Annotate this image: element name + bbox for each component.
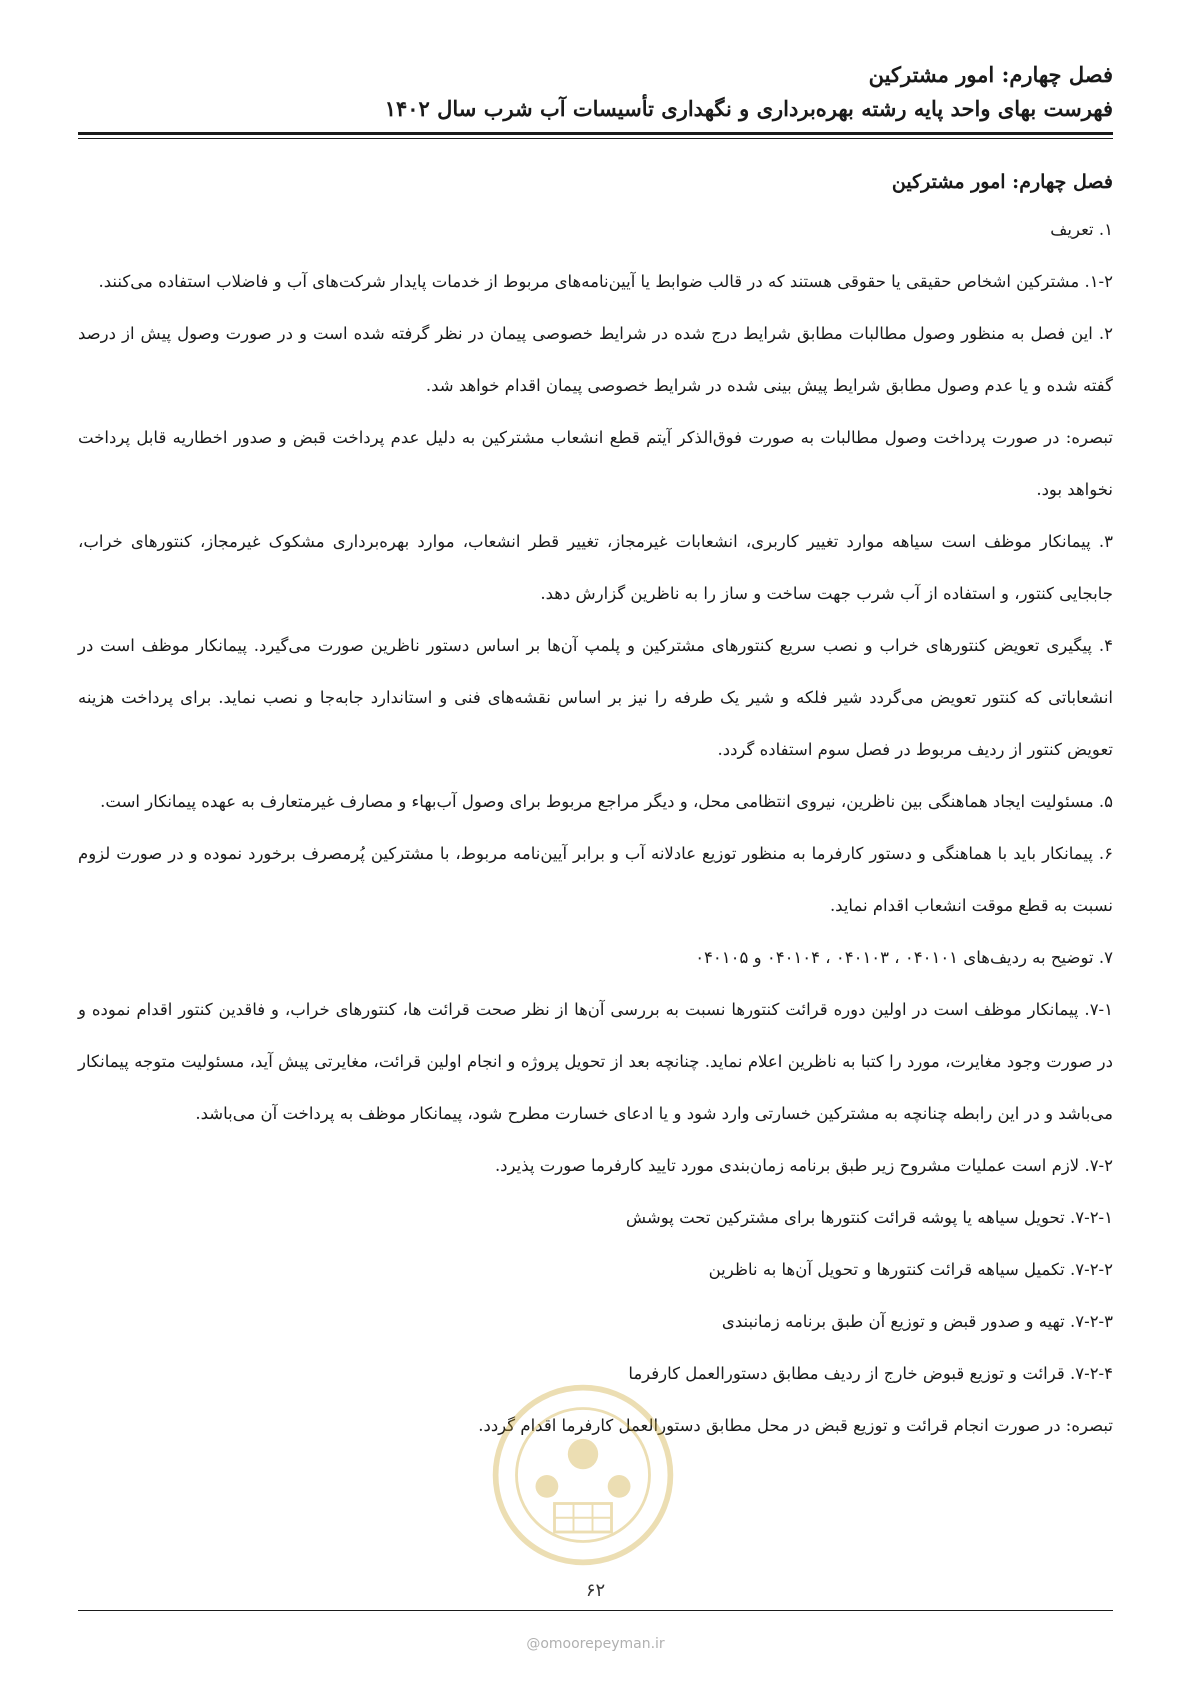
- paragraph-7-1: ۷-۱. پیمانکار موظف است در اولین دوره قرائت کنتورها نسبت به بررسی آن‌ها از نظر صحت قرائت ها، کنتورهای خراب، و فاقدین کنتور اقدام نموده و در صورت وجود مغایرت، مورد را کتبا به ناظرین اعلام نماید. چنانچه بعد از تحویل پروژه و انجام اولین قرائت، مغایرتی پیش آید، مسئولیت متوجه پیمانکار می‌باشد و در این رابطه چنانچه به مشترکین خسارتی وارد شود و یا ادعای خسارت مطرح شود، پیمانکار موظف به پرداخت آن می‌باشد.: [78, 1000, 1113, 1123]
- footer-website: @omoorepeyman.ir: [526, 1636, 665, 1652]
- paragraph-7-2-2: ۷-۲-۲. تکمیل سیاهه قرائت کنتورها و تحویل آن‌ها به ناظرین: [708, 1260, 1113, 1279]
- paragraph-7-2: ۷-۲. لازم است عملیات مشروح زیر طبق برنامه زمان‌بندی مورد تایید کارفرما صورت پذیرد.: [494, 1156, 1113, 1175]
- document-body: [78, 160, 1113, 1452]
- paragraph-3: ۳. پیمانکار موظف است سیاهه موارد تغییر کاربری، انشعابات غیرمجاز، تغییر قطر انشعاب، موارد بهره‌برداری مشکوک غیرمجاز، کنتورهای خراب، جابجایی کنتور، و استفاده از آب شرب جهت ساخت و ساز را به ناظرین گزارش دهد.: [78, 532, 1113, 603]
- paragraph-7-2-3: ۷-۲-۳. تهیه و صدور قبض و توزیع آن طبق برنامه زمانبندی: [721, 1312, 1113, 1331]
- paragraph-7-2-1: ۷-۲-۱. تحویل سیاهه یا پوشه قرائت کنتورها برای مشترکین تحت پوشش: [625, 1208, 1113, 1227]
- paragraph-7: ۷. توضیح به ردیف‌های ۰۴۰۱۰۱ ، ۰۴۰۱۰۳ ، ۰۴۰۱۰۴ و ۰۴۰۱۰۵: [695, 948, 1113, 967]
- paragraph-4: ۴. پیگیری تعویض کنتورهای خراب و نصب سریع کنتورهای مشترکین و پلمپ آن‌ها بر اساس دستور ناظرین صورت می‌گیرد. پیمانکار موظف است در انشعاباتی که کنتور تعویض می‌گردد شیر فلکه و شیر یک طرفه را نیز بر اساس نقشه‌های فنی و استاندارد جابه‌جا و نصب نماید. برای پرداخت هزینه تعویض کنتور از ردیف مربوط در فصل سوم استفاده گردد.: [78, 636, 1113, 759]
- seal-logo-icon: [488, 1380, 678, 1570]
- page-number: ۶۲: [585, 1580, 606, 1601]
- paragraph-1-2: ۱-۲. مشترکین اشخاص حقیقی یا حقوقی هستند که در قالب ضوابط یا آیین‌نامه‌های مربوط از خدمات پایدار شرکت‌های آب و فاضلاب استفاده می‌کنند.: [98, 272, 1113, 291]
- section-title: فصل چهارم: امور مشترکین: [891, 171, 1113, 193]
- header-chapter-title: فصل چهارم: امور مشترکین: [868, 62, 1113, 87]
- paragraph-5: ۵. مسئولیت ایجاد هماهنگی بین ناظرین، نیروی انتظامی محل، و دیگر مراجع مربوط برای وصول آب‌بهاء و مصارف غیرمتعارف به عهده پیمانکار است.: [100, 792, 1113, 811]
- paragraph-7-2-4: ۷-۲-۴. قرائت و توزیع قبوض خارج از ردیف مطابق دستورالعمل کارفرما: [628, 1364, 1113, 1383]
- paragraph-6: ۶. پیمانکار باید با هماهنگی و دستور کارفرما به منظور توزیع عادلانه آب و برابر آیین‌نامه مربوط، با مشترکین پُرمصرف برخورد نموده و در صورت لزوم نسبت به قطع موقت انشعاب اقدام نماید.: [78, 844, 1113, 915]
- page-header: [78, 58, 1113, 126]
- paragraph-2: ۲. این فصل به منظور وصول مطالبات مطابق شرایط درج شده در شرایط خصوصی پیمان در نظر گرفته شده است و در صورت وصول پیش از درصد گفته شده و یا عدم وصول مطابق شرایط پیش بینی شده در شرایط خصوصی پیمان اقدام خواهد شد.: [78, 324, 1113, 395]
- header-document-title: فهرست بهای واحد پایه رشته بهره‌برداری و نگهداری تأسیسات آب شرب سال ۱۴۰۲: [384, 96, 1113, 121]
- header-rule-thin: [78, 138, 1113, 139]
- header-rule-thick: [78, 132, 1113, 135]
- paragraph-definition: ۱. تعریف: [1050, 220, 1113, 239]
- paragraph-note-1: تبصره: در صورت پرداخت وصول مطالبات به صورت فوق‌الذکر آیتم قطع انشعاب مشترکین به دلیل عدم پرداخت قبض و صدور اخطاریه قابل پرداخت نخواهد بود.: [78, 428, 1113, 499]
- footer-rule: [78, 1610, 1113, 1611]
- paragraph-note-2: تبصره: در صورت انجام قرائت و توزیع قبض در محل مطابق دستورالعمل کارفرما اقدام گردد.: [478, 1416, 1113, 1435]
